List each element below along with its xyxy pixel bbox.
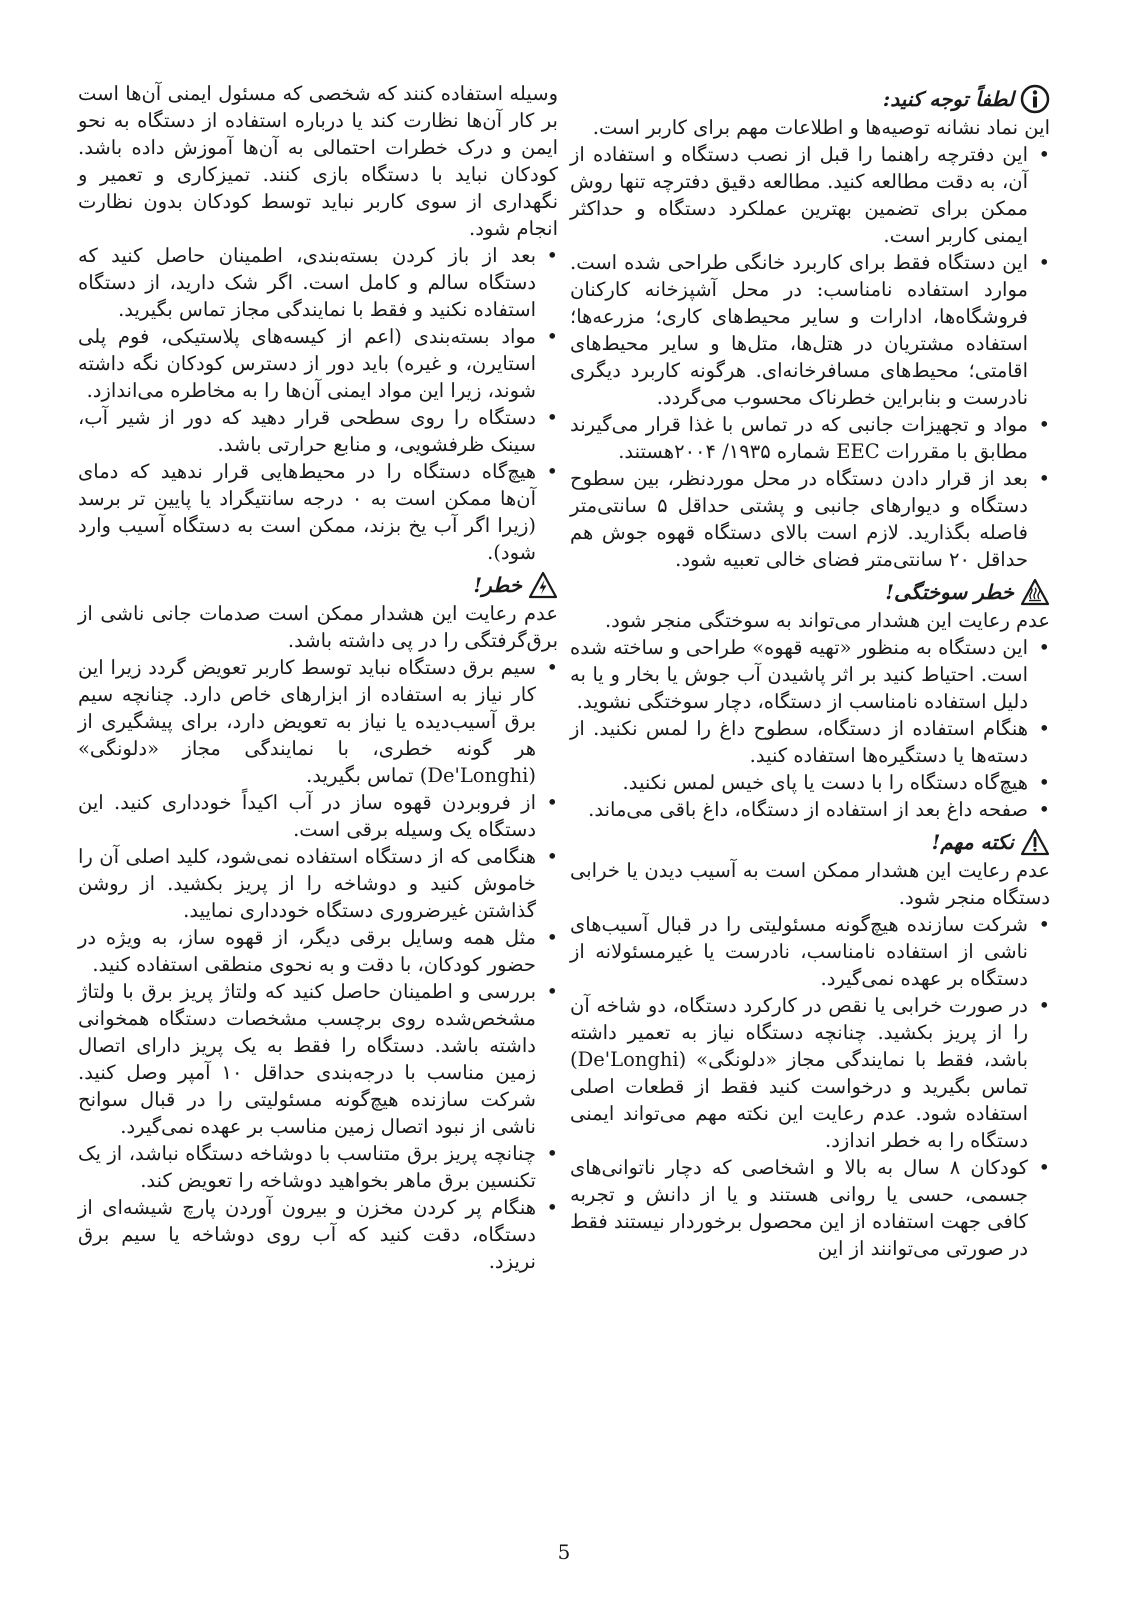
- hot-surface-icon: [1020, 577, 1050, 607]
- note-intro: این نماد نشانه توصیه‌ها و اطلاعات مهم برای کاربر است.: [592, 116, 1050, 139]
- right-column: [570, 80, 1050, 1262]
- list-item: • بعد از باز کردن بسته‌بندی، اطمینان حاصل کنید که دستگاه سالم و کامل است. اگر شک دارید، از دستگاه استفاده نکنید و فقط با نمایندگی مجاز تماس بگیرید.: [78, 242, 536, 323]
- note-list: [570, 141, 1050, 573]
- important-title: نکته مهم!: [931, 829, 1014, 854]
- list-item: • در صورت خرابی یا نقص در کارکرد دستگاه، دو شاخه آن را از پریز بکشید. چنانچه دستگاه نیاز به تعمیر داشته باشد، فقط با نمایندگی مجاز «دلونگی» (De'Longhi) تماس بگیرید و درخواست کنید فقط از قطعات اصلی استفاده شود. عدم رعایت این نکته مهم می‌تواند ایمنی دستگاه را به خطر اندازد.: [570, 992, 1028, 1154]
- continued-text: وسیله استفاده کنند که شخصی که مسئول ایمنی آن‌ها است بر کار آن‌ها نظارت کند یا درباره استفاده از دستگاه به نحو ایمن و درک خطرات احتمالی به آن‌ها آموزش داده باشد. کودکان نباید با دستگاه بازی کنند. تمیزکاری و تعمیر و نگهداری از سوی کاربر نباید توسط کودکان بدون نظارت انجام شود.: [78, 82, 558, 240]
- list-item: • کودکان ۸ سال به بالا و اشخاصی که دچار ناتوانی‌های جسمی، حسی یا روانی هستند و یا از دانش و تجربه کافی جهت استفاده از این محصول برخوردار نیستند فقط در صورتی می‌توانند از این: [570, 1154, 1028, 1262]
- important-list: [570, 911, 1050, 1262]
- general-list: [78, 242, 558, 566]
- important-intro: عدم رعایت این هشدار ممکن است به آسیب دیدن یا خرابی دستگاه منجر شود.: [570, 859, 1050, 909]
- electric-hazard-icon: [528, 570, 558, 600]
- warning-icon: [1020, 827, 1050, 857]
- burn-title: خطر سوختگی!: [885, 579, 1014, 604]
- list-item: • بررسی و اطمینان حاصل کنید که ولتاژ پریز برق با ولتاژ مشخص‌شده روی برچسب مشخصات دستگاه همخوانی داشته باشد. دستگاه را فقط به یک پریز دارای اتصال زمین مناسب با درجه‌بندی حداقل ۱۰ آمپر وصل کنید. شرکت سازنده هیچ‌گونه مسئولیتی را در قبال سوانح ناشی از نبود اتصال زمین مناسب بر عهده نمی‌گیرد.: [78, 978, 536, 1140]
- list-item: • این دستگاه به منظور «تهیه قهوه» طراحی و ساخته شده است. احتیاط کنید بر اثر پاشیدن آب جوش یا بخار و یا به دلیل استفاده نامناسب از دستگاه، دچار سوختگی نشوید.: [570, 634, 1028, 715]
- list-item: • هنگامی که از دستگاه استفاده نمی‌شود، کلید اصلی آن را خاموش کنید و دوشاخه را از پریز بکشید. از روشن گذاشتن غیرضروری دستگاه خودداری نمایید.: [78, 843, 536, 924]
- list-item: • هنگام استفاده از دستگاه، سطوح داغ را لمس نکنید. از دسته‌ها یا دستگیره‌ها استفاده کنید.: [570, 715, 1028, 769]
- page-number: 5: [557, 1540, 571, 1564]
- list-item: • شرکت سازنده هیچ‌گونه مسئولیتی را در قبال آسیب‌های ناشی از استفاده نامناسب، نادرست یا غیرمسئولانه از دستگاه بر عهده نمی‌گیرد.: [570, 911, 1028, 992]
- burn-intro: عدم رعایت این هشدار می‌تواند به سوختگی منجر شود.: [604, 609, 1050, 632]
- list-item: • هنگام پر کردن مخزن و بیرون آوردن پارچ شیشه‌ای از دستگاه، دقت کنید که آب روی دوشاخه یا سیم برق نریزد.: [78, 1194, 536, 1275]
- left-column: [78, 80, 558, 1275]
- list-item: • سیم برق دستگاه نباید توسط کاربر تعویض گردد زیرا این کار نیاز به استفاده از ابزارهای خاص دارد. چنانچه سیم برق آسیب‌دیده یا نیاز به تعویض دارد، برای پیشگیری از هر گونه خطری، با نمایندگی مجاز «دلونگی» (De'Longhi) تماس بگیرید.: [78, 654, 536, 789]
- danger-heading: [78, 570, 558, 600]
- note-title: لطفاً توجه کنید:: [882, 86, 1014, 111]
- danger-title: خطر!: [473, 572, 522, 597]
- list-item: • این دفترچه راهنما را قبل از نصب دستگاه و استفاده از آن، به دقت مطالعه کنید. مطالعه دقیق دفترچه تنها روش ممکن برای تضمین بهترین عملکرد دستگاه و حداکثر ایمنی کاربر است.: [570, 141, 1028, 249]
- info-icon: [1020, 84, 1050, 114]
- list-item: • این دستگاه فقط برای کاربرد خانگی طراحی شده است. موارد استفاده نامناسب: در محل آشپزخانه کارکنان فروشگاه‌ها، ادارات و سایر محیط‌های کاری؛ مزرعه‌ها؛ استفاده مشتریان در هتل‌ها، متل‌ها و سایر محیط‌های اقامتی؛ محیط‌های مسافرخانه‌ای. هرگونه کاربرد دیگری نادرست و بنابراین خطرناک محسوب می‌گردد.: [570, 249, 1028, 411]
- list-item: • صفحه داغ بعد از استفاده از دستگاه، داغ باقی می‌ماند.: [570, 796, 1028, 823]
- list-item: • هیچ‌گاه دستگاه را با دست یا پای خیس لمس نکنید.: [570, 769, 1028, 796]
- important-heading: [570, 827, 1050, 857]
- list-item: • چنانچه پریز برق متناسب با دوشاخه دستگاه نباشد، از یک تکنسین برق ماهر بخواهید دوشاخه را تعویض کند.: [78, 1140, 536, 1194]
- danger-intro: عدم رعایت این هشدار ممکن است صدمات جانی ناشی از برق‌گرفتگی را در پی داشته باشد.: [78, 602, 558, 652]
- note-heading: [570, 84, 1050, 114]
- danger-list: [78, 654, 558, 1275]
- burn-heading: [570, 577, 1050, 607]
- list-item: • هیچ‌گاه دستگاه را در محیط‌هایی قرار ندهید که دمای آن‌ها ممکن است به ۰ درجه سانتیگراد یا پایین تر برسد (زیرا اگر آب یخ بزند، ممکن است به دستگاه آسیب وارد شود).: [78, 458, 536, 566]
- list-item: • بعد از قرار دادن دستگاه در محل موردنظر، بین سطوح دستگاه و دیوارهای جانبی و پشتی حداقل ۵ سانتی‌متر فاصله بگذارید. لازم است بالای دستگاه قهوه جوش هم حداقل ۲۰ سانتی‌متر فضای خالی تعبیه شود.: [570, 465, 1028, 573]
- burn-list: [570, 634, 1050, 823]
- list-item: • دستگاه را روی سطحی قرار دهید که دور از شیر آب، سینک ظرفشویی، و منابع حرارتی باشد.: [78, 404, 536, 458]
- list-item: • مواد و تجهیزات جانبی که در تماس با غذا قرار می‌گیرند مطابق با مقررات EEC شماره ۱۹۳۵/ ۲۰۰۴هستند.: [570, 411, 1028, 465]
- list-item: • از فروبردن قهوه ساز در آب اکیداً خودداری کنید. این دستگاه یک وسیله برقی است.: [78, 789, 536, 843]
- list-item: • مثل همه وسایل برقی دیگر، از قهوه ساز، به ویژه در حضور کودکان، با دقت و به نحوی منطقی استفاده کنید.: [78, 924, 536, 978]
- list-item: • مواد بسته‌بندی (اعم از کیسه‌های پلاستیکی، فوم پلی استایرن، و غیره) باید دور از دسترس کودکان نگه داشته شوند، زیرا این مواد ایمنی آن‌ها را به مخاطره می‌اندازد.: [78, 323, 536, 404]
